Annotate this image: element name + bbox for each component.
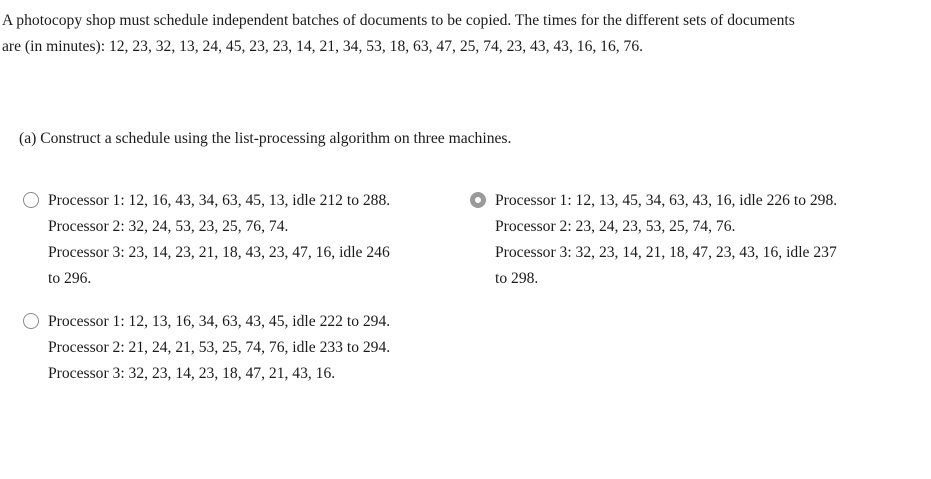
radio-button-option-2[interactable] [470, 192, 486, 208]
option-2-text [495, 188, 837, 292]
option-line: to 298. [495, 270, 539, 287]
option-line: Processor 3: 32, 23, 14, 21, 18, 47, 23, 43, 16, idle 237 [495, 244, 837, 261]
option-line: to 296. [48, 270, 92, 287]
answer-option-3[interactable] [23, 309, 453, 393]
option-line: Processor 1: 12, 13, 16, 34, 63, 43, 45, idle 222 to 294. [48, 313, 391, 330]
question-prompt: (a) Construct a schedule using the list-processing algorithm on three machines. [19, 130, 512, 147]
option-line: Processor 3: 23, 14, 23, 21, 18, 43, 23, 47, 16, idle 246 [48, 244, 390, 261]
radio-button-option-3[interactable] [23, 313, 39, 329]
answer-option-2[interactable] [470, 188, 900, 298]
option-line: Processor 1: 12, 16, 43, 34, 63, 45, 13, idle 212 to 288. [48, 192, 391, 209]
option-line: Processor 3: 32, 23, 14, 23, 18, 47, 21, 43, 16. [48, 365, 336, 382]
option-line: Processor 2: 23, 24, 23, 53, 25, 74, 76. [495, 218, 736, 235]
answer-option-1[interactable] [23, 188, 453, 298]
option-line: Processor 1: 12, 13, 45, 34, 63, 43, 16, idle 226 to 298. [495, 192, 838, 209]
option-line: Processor 2: 32, 24, 53, 23, 25, 76, 74. [48, 218, 289, 235]
option-line: Processor 2: 21, 24, 21, 53, 25, 74, 76, idle 233 to 294. [48, 339, 391, 356]
problem-statement-line-2: are (in minutes): 12, 23, 32, 13, 24, 45, 23, 23, 14, 21, 34, 53, 18, 63, 47, 25, 74, 23, 43, 43, 16, 16, 76. [2, 38, 644, 55]
problem-statement-line-1: A photocopy shop must schedule independent batches of documents to be copied. The times for the different sets of documents [2, 12, 795, 29]
radio-button-option-1[interactable] [23, 192, 39, 208]
problem-statement [2, 8, 924, 60]
option-1-text [48, 188, 390, 292]
option-3-text [48, 309, 390, 387]
